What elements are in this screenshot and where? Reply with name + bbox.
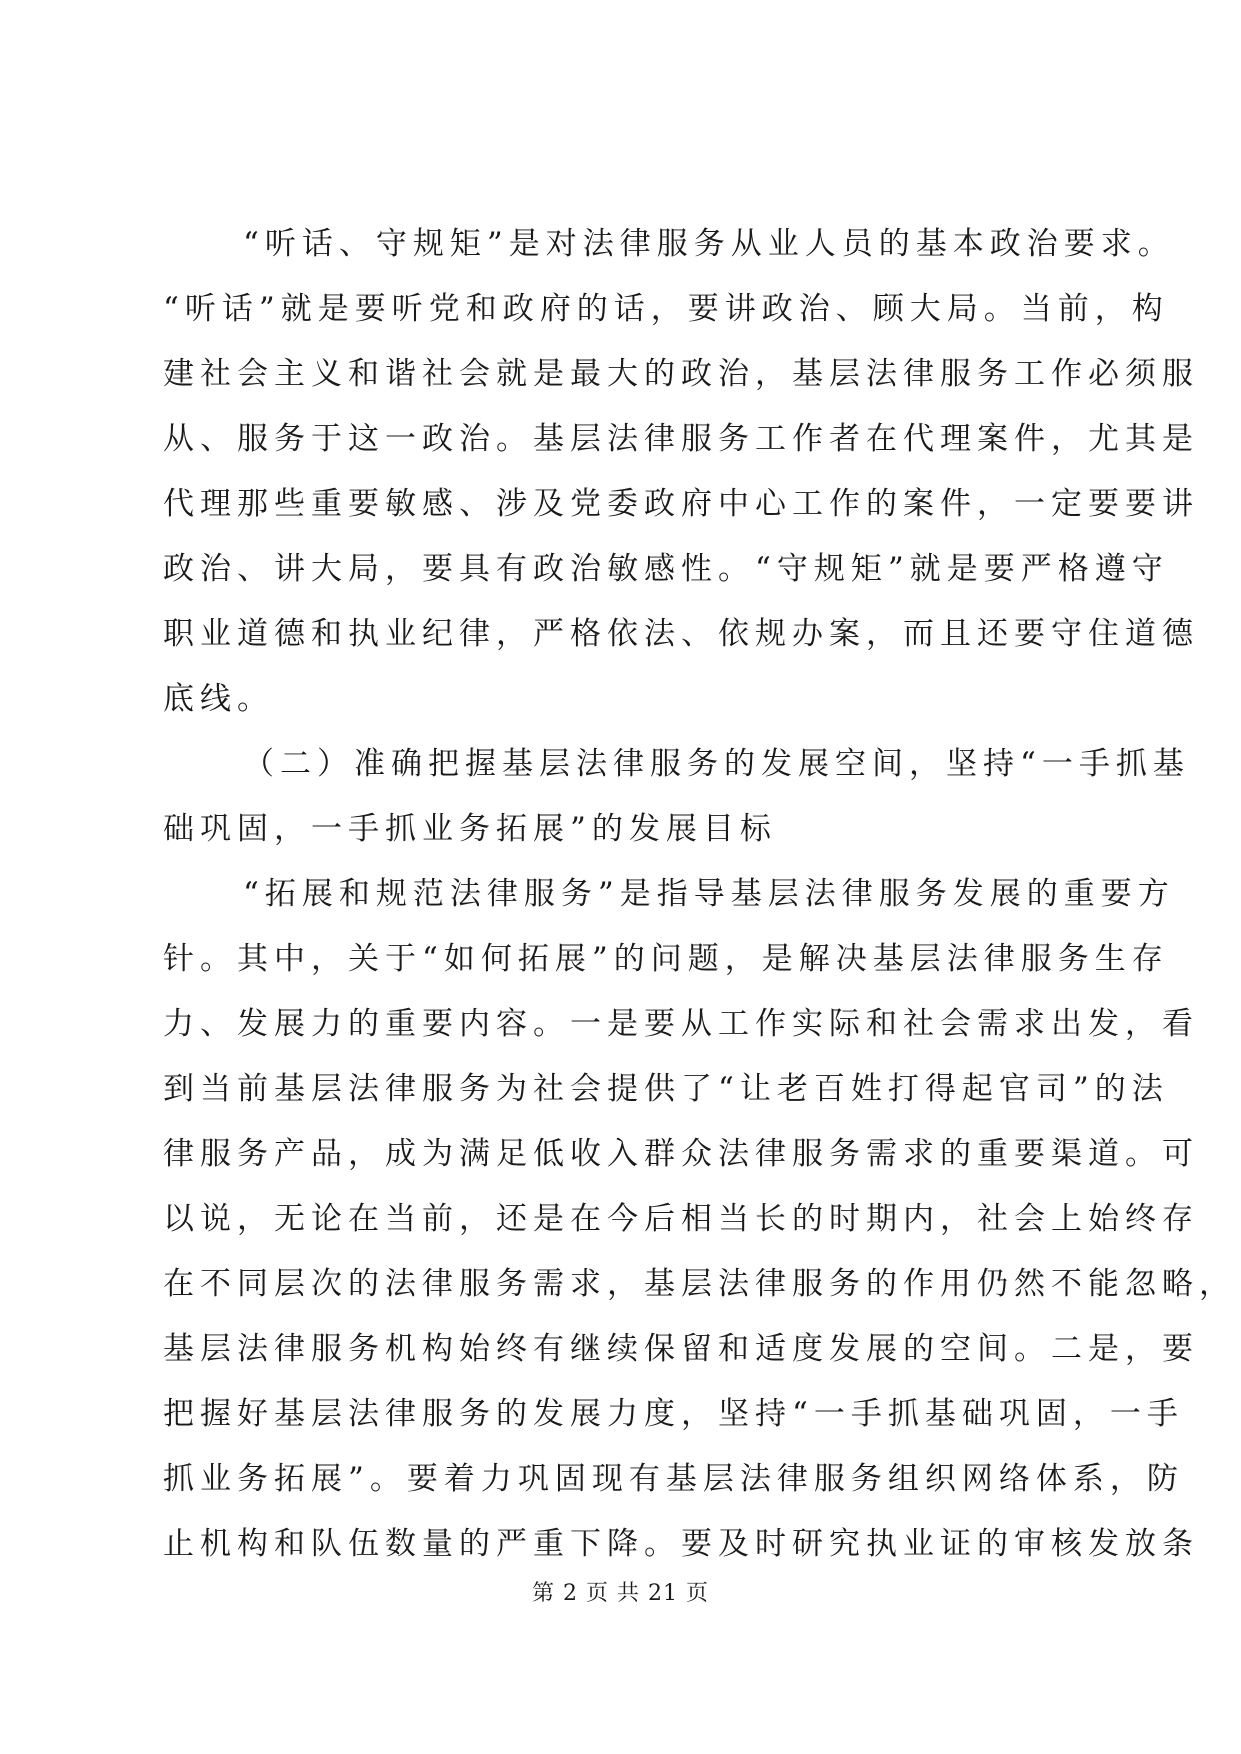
text-line: 针。其中，关于“如何拓展”的问题，是解决基层法律服务生存 bbox=[163, 941, 1169, 977]
text-line: “拓展和规范法律服务”是指导基层法律服务发展的重要方 bbox=[243, 876, 1175, 912]
paragraph bbox=[163, 862, 1236, 1577]
text-line: 力、发展力的重要内容。一是要从工作实际和社会需求出发，看 bbox=[163, 1006, 1199, 1042]
document-body bbox=[163, 212, 1236, 1577]
text-line: 律服务产品，成为满足低收入群众法律服务需求的重要渠道。可 bbox=[163, 1136, 1199, 1172]
text-line: 政治、讲大局，要具有政治敏感性。“守规矩”就是要严格遵守 bbox=[163, 551, 1169, 587]
text-line: 抓业务拓展”。要着力巩固现有基层法律服务组织网络体系，防 bbox=[163, 1461, 1184, 1497]
text-line: 建社会主义和谐社会就是最大的政治，基层法律服务工作必须服 bbox=[163, 356, 1199, 392]
paragraph bbox=[163, 212, 1199, 732]
text-line: 基层法律服务机构始终有继续保留和适度发展的空间。二是，要 bbox=[163, 1331, 1199, 1367]
text-line: “听话、守规矩”是对法律服务从业人员的基本政治要求。 bbox=[243, 226, 1175, 262]
text-line: 职业道德和执业纪律，严格依法、依规办案，而且还要守住道德 bbox=[163, 616, 1199, 652]
text-line: （二）准确把握基层法律服务的发展空间，坚持“一手抓基 bbox=[243, 746, 1190, 782]
text-line: 从、服务于这一政治。基层法律服务工作者在代理案件，尤其是 bbox=[163, 421, 1199, 457]
text-line: “听话”就是要听党和政府的话，要讲政治、顾大局。当前，构 bbox=[163, 291, 1169, 327]
text-line: 在不同层次的法律服务需求，基层法律服务的作用仍然不能忽略， bbox=[163, 1266, 1236, 1302]
text-line: 以说，无论在当前，还是在今后相当长的时期内，社会上始终存 bbox=[163, 1201, 1199, 1237]
section-heading bbox=[163, 732, 1190, 862]
text-line: 把握好基层法律服务的发展力度，坚持“一手抓基础巩固，一手 bbox=[163, 1396, 1184, 1432]
text-line: 础巩固，一手抓业务拓展”的发展目标 bbox=[163, 811, 777, 847]
text-line: 到当前基层法律服务为社会提供了“让老百姓打得起官司”的法 bbox=[163, 1071, 1169, 1107]
text-line: 代理那些重要敏感、涉及党委政府中心工作的案件，一定要要讲 bbox=[163, 486, 1199, 522]
page-number-footer: 第 2 页 共 21 页 bbox=[532, 1581, 709, 1606]
text-line: 止机构和队伍数量的严重下降。要及时研究执业证的审核发放条 bbox=[163, 1526, 1199, 1562]
text-line: 底线。 bbox=[163, 681, 274, 717]
